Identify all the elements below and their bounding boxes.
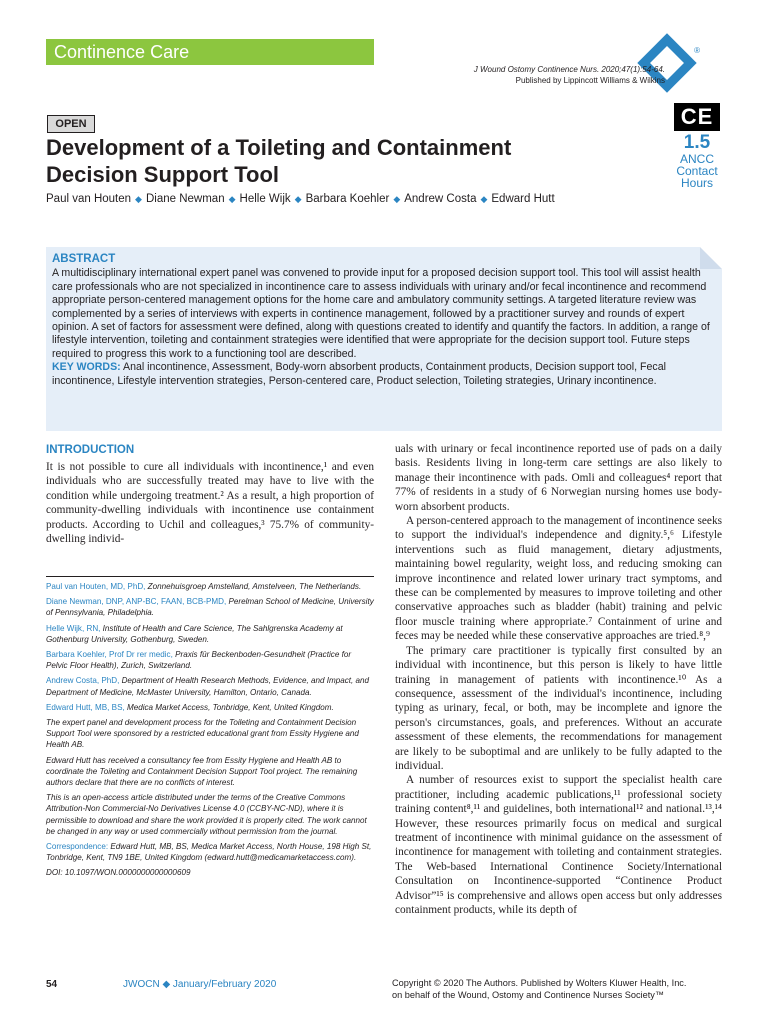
ce-line-ancc: ANCC [679, 152, 714, 166]
affiliation-name: Barbara Koehler, Prof Dr rer medic, [46, 650, 173, 660]
correspondence-text: Edward Hutt, MB, BS, Medica Market Access, North House, 198 High St, Tonbridge, Kent, TN9 1BE, United Kingdom (edward.hutt@medicamarketaccess.com). [46, 842, 372, 863]
section-banner: Continence Care [46, 39, 374, 65]
affiliation-text: Zonnehuisgroep Amstelland, Amstelveen, The Netherlands. [147, 582, 362, 591]
journal-diamond-logo: ® [638, 34, 698, 94]
affiliation-text: Institute of Health and Care Science, The Sahlgrenska Academy at Gothenburg University, Gothenburg, Sweden. [46, 623, 343, 644]
affiliation-text: Department of Health Research Methods, Evidence, and Impact, and Department of Medicine, McMaster University, Hamilton, Ontario, Canada. [46, 676, 370, 697]
abstract-heading: ABSTRACT [52, 253, 116, 265]
publisher-line: Published by Lippincott Williams & Wilkins [515, 76, 665, 85]
affiliation-name: Diane Newman, DNP, ANP-BC, FAAN, BCB-PMD, [46, 597, 227, 607]
affiliation-text: Perelman School of Medicine, University of Pennsylvania, Philadelphia. [46, 597, 374, 618]
diamond-separator-icon: ◆ [294, 194, 302, 204]
affiliation-name: Edward Hutt, MB, BS, [46, 702, 125, 712]
intro-paragraph-2: A person-centered approach to the management of incontinence seeks to support the individual's independence and dignity.⁵,⁶ Lifestyle interventions such as fluid management, dietary adjustments, maintaining bowel regularity, weight loss, and reducing smoking can improve incontinence and related lower urinary tract symptoms, and these can be complemented by measures to improve toileting and other conservative approaches such as bladder (habit) training and pelvic floor muscle training where appropriate.⁷ Containment of urine and feces may be needed while these conservative approaches are tried.⁸,⁹ [395, 515, 722, 643]
license-note: This is an open-access article distributed under the terms of the Creative Commons Attribution-Non Commercial-No Derivatives License 4.0 (CCBY-NC-ND), where it is permissible to download and share the work provided it is properly cited. The work cannot be changed in any way or used commercially without permission from the journal. [46, 793, 367, 836]
ce-hours-value: 1.5 [683, 132, 711, 153]
article-title: Development of a Toileting and Containment Decision Support Tool [46, 135, 512, 187]
diamond-separator-icon: ◆ [393, 194, 401, 204]
ce-line-contact: Contact [676, 164, 718, 178]
diamond-separator-icon: ◆ [480, 194, 488, 204]
abstract-text: A multidisciplinary international expert panel was convened to provide input for a proposed decision support tool. This tool will assist health care professionals who are not specialized in incontinence care to assess individuals with urinary and/or fecal incontinence and recommend appropriate person-centered management options for the home care and ambulatory community settings. A targeted literature review was complemented by a series of interviews with experts in continence management, followed by a practitioner survey and rounds of expert opinion. A set of factors for assessment were defined, along with questions created to identify and quantify the factors. In addition, a range of lifestyle intervention, toileting and containment strategies were identified that were appropriate for the decision support tool. Future steps required to progress this work to a functioning tool are described. [52, 267, 710, 360]
ce-credit-badge [673, 103, 721, 189]
copyright-line-2: on behalf of the Wound, Ostomy and Continence Nurses Society™ [392, 990, 665, 1000]
journal-citation [474, 64, 665, 86]
page-number: 54 [46, 979, 58, 990]
intro-paragraph-continued: uals with urinary or fecal incontinence reported use of pads on a daily basis. Residents living in long-term care settings are also likely to manage their incontinence with pads. Omli and colleagues⁴ report that 77% of residents in a study of 6 Norwegian nursing homes use body-worn absorbent products. [395, 443, 722, 513]
diamond-separator-icon: ◆ [135, 194, 142, 204]
intro-paragraph-4: A number of resources exist to support the specialist health care practitioner, including academic publications,¹¹ professional society training content⁸,¹¹ and guidelines, both international¹² and national.¹³,¹⁴ However, these resources primarily focus on medical and surgical treatment of incontinence with minimal guidance on the assessment of incontinence for management with toileting and containment strategies. The Web-based International Continence Society/International Consultation on Incontinence-supported “Continence Product Advisor”¹⁵ is comprehensive and allows open access but only addresses containment products, while its depth of [395, 774, 722, 916]
author-name: Paul van Houten [46, 193, 132, 205]
affiliation [46, 596, 374, 618]
intro-body-right [395, 442, 722, 917]
footer-copyright [392, 977, 722, 1001]
introduction-heading: INTRODUCTION [46, 444, 135, 456]
affiliation [46, 581, 374, 592]
affiliation-text: Praxis für Beckenboden-Gesundheit (Practice for Pelvic Floor Health), Zurich, Switzerland. [46, 650, 352, 671]
intro-paragraph-3: The primary care practitioner is typically first consulted by an individual with incontinence, but this person is likely to have little training in management of patients with incontinence.¹⁰ As a consequence, assessment of the individual's incontinence, including typing as urinary, fecal, or both, may be incomplete and ignore the person's circumstances, goals, and preferences. Without an accurate assessment of these elements, the recommendations for management are likely to be suboptimal and are unlikely to be fully adapted to the individual. [395, 644, 722, 772]
affiliation [46, 702, 374, 713]
affiliation [46, 675, 374, 697]
affiliation-name: Helle Wijk, RN, [46, 623, 101, 633]
corner-fold-decoration [700, 247, 722, 269]
keywords-text: Anal incontinence, Assessment, Body-worn absorbent products, Containment products, Decision support tool, Fecal incontinence, Lifestyle intervention strategies, Person-centered care, Product selection, Toileting strategies, Urinary incontinence. [52, 361, 666, 387]
journal-ref-line: J Wound Ostomy Continence Nurs. 2020;47(1):54-64. [473, 65, 665, 74]
ce-logo: CE [674, 103, 720, 131]
open-access-badge: OPEN [47, 115, 95, 133]
affiliation [46, 623, 374, 645]
affiliation-name: Paul van Houten, MD, PhD, [46, 582, 146, 591]
conflict-note: Edward Hutt has received a consultancy fee from Essity Hygiene and Health AB to coordinate the Toileting and Containment Decision Support Tool project. The remaining authors declare that there are no conflicts of interest. [46, 755, 358, 788]
correspondence-label: Correspondence: [46, 842, 109, 852]
author-name: Edward Hutt [491, 193, 555, 205]
affiliation-text: Medica Market Access, Tonbridge, Kent, United Kingdom. [126, 702, 334, 712]
funding-note: The expert panel and development process for the Toileting and Containment Decision Support Tool were sponsored by a restricted educational grant from Essity Hygiene and Health AB. [46, 718, 359, 750]
abstract-box [46, 247, 722, 431]
author-list [46, 193, 555, 205]
author-name: Diane Newman [145, 193, 225, 205]
keywords-label: KEY WORDS: [52, 361, 121, 374]
keywords [52, 361, 716, 388]
author-name: Andrew Costa [404, 193, 477, 205]
affiliations-block [46, 576, 374, 883]
ce-line-hours: Hours [680, 176, 713, 190]
doi: DOI: 10.1097/WON.0000000000000609 [46, 868, 191, 878]
left-column [46, 444, 374, 546]
correspondence [46, 841, 374, 863]
footer-journal: JWOCN ◆ January/February 2020 [123, 979, 277, 990]
diamond-separator-icon: ◆ [228, 194, 236, 204]
affiliation-name: Andrew Costa, PhD, [46, 676, 120, 686]
right-column [395, 442, 722, 917]
author-name: Helle Wijk [239, 193, 291, 205]
copyright-line-1: Copyright © 2020 The Authors. Published by Wolters Kluwer Health, Inc. [392, 978, 687, 988]
intro-paragraph-1: It is not possible to cure all individuals with incontinence,¹ and even individuals who are successfully treated may have to live with the condition while undergoing treatment.² As a result, a high proportion of community-dwelling individuals with incontinence use containment products. According to Uchil and colleagues,³ 75.7% of community-dwelling individ- [46, 461, 374, 546]
author-name: Barbara Koehler [305, 193, 390, 205]
affiliation [46, 649, 374, 671]
